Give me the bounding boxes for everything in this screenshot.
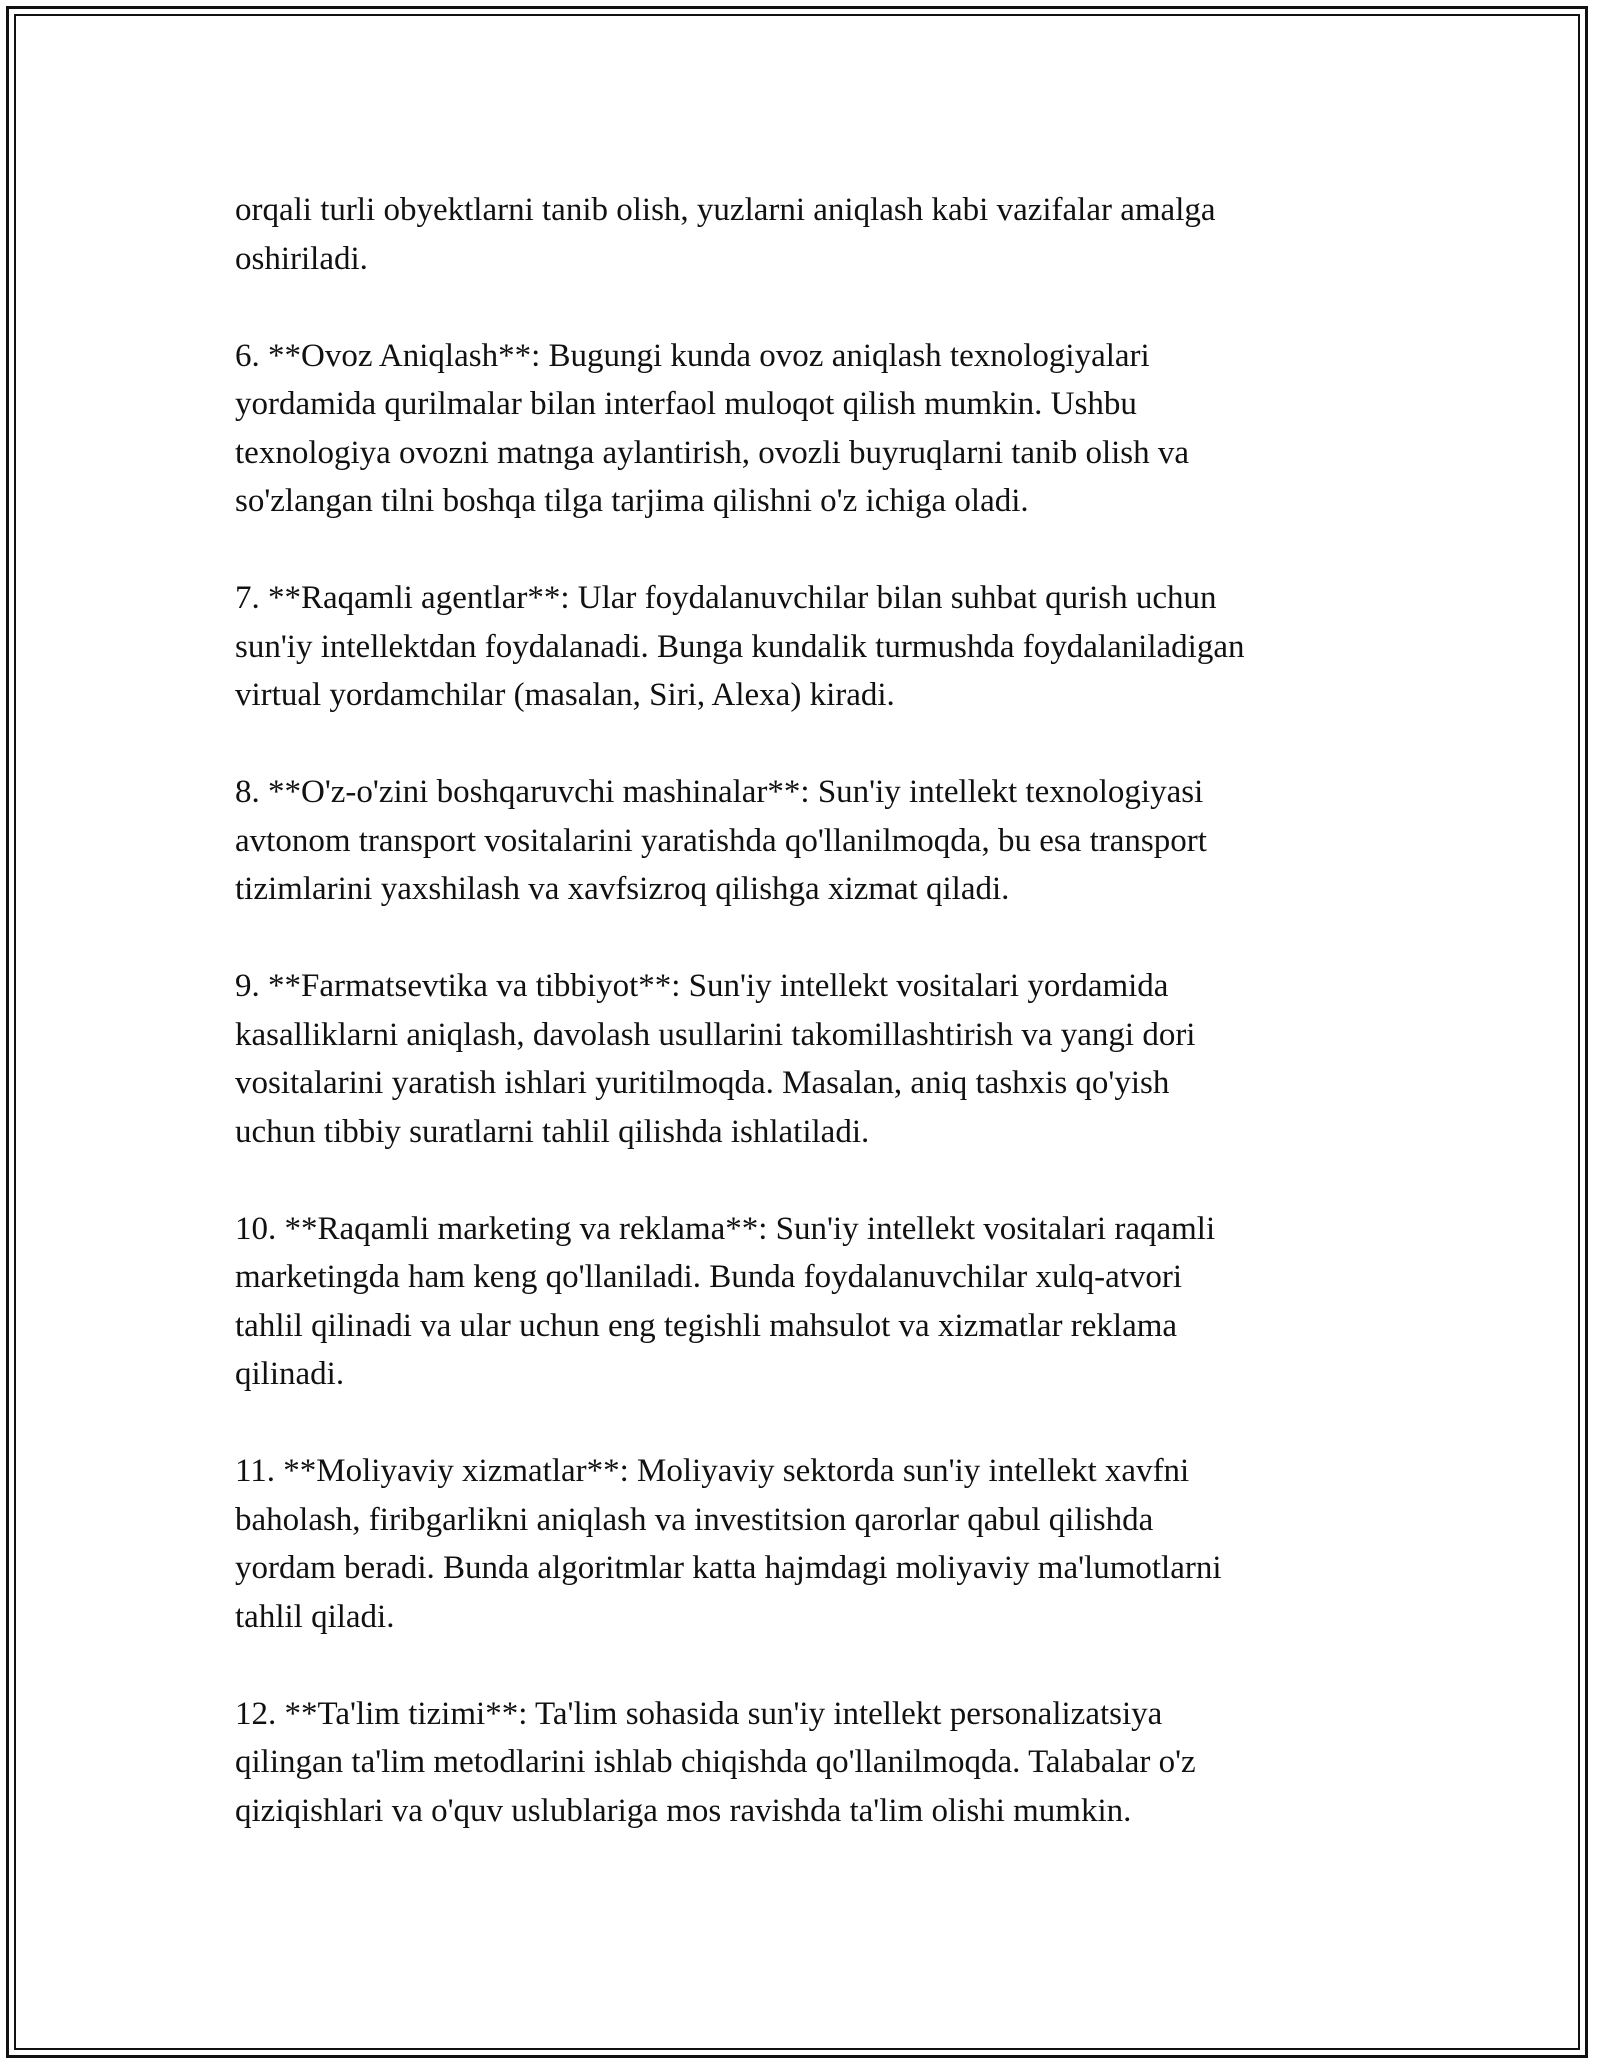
- text-line: tahlil qilinadi va ular uchun eng tegishli mahsulot va xizmatlar reklama: [235, 1307, 1178, 1344]
- text-line: yordam beradi. Bunda algoritmlar katta hajmdagi moliyaviy ma'lumotlarni: [235, 1550, 1222, 1586]
- paragraph-item-9: [235, 962, 1375, 1156]
- paragraph-item-8: [235, 768, 1375, 914]
- text-line: 10. **Raqamli marketing va reklama**: Sun'iy intellekt vositalari raqamli: [235, 1210, 1216, 1247]
- text-line: qiziqishlari va o'quv uslublariga mos ravishda ta'lim olishi mumkin.: [235, 1792, 1132, 1829]
- text-line: 8. **O'z-o'zini boshqaruvchi mashinalar**: Sun'iy intellekt texnologiyasi: [235, 774, 1204, 810]
- text-line: 9. **Farmatsevtika va tibbiyot**: Sun'iy intellekt vositalari yordamida: [235, 968, 1169, 1004]
- text-line: uchun tibbiy suratlarni tahlil qilishda ishlatiladi.: [235, 1113, 870, 1150]
- paragraph-item-11: [235, 1447, 1375, 1641]
- paragraph-item-6: [235, 332, 1375, 526]
- text-line: tahlil qiladi.: [235, 1598, 395, 1635]
- text-line: marketingda ham keng qo'llaniladi. Bunda foydalanuvchilar xulq-atvori: [235, 1259, 1183, 1295]
- text-line: 12. **Ta'lim tizimi**: Ta'lim sohasida sun'iy intellekt personalizatsiya: [235, 1695, 1163, 1732]
- text-line: so'zlangan tilni boshqa tilga tarjima qilishni o'z ichiga oladi.: [235, 483, 1029, 519]
- text-line: sun'iy intellektdan foydalanadi. Bunga kundalik turmushda foydalaniladigan: [235, 628, 1245, 665]
- text-line: avtonom transport vositalarini yaratishda qo'llanilmoqda, bu esa transport: [235, 822, 1207, 859]
- text-line: kasalliklarni aniqlash, davolash usullarini takomillashtirish va yangi dori: [235, 1016, 1196, 1053]
- paragraph-item-10: [235, 1205, 1375, 1399]
- paragraph-continuation: [235, 186, 1375, 283]
- text-line: baholash, firibgarlikni aniqlash va investitsion qarorlar qabul qilishda: [235, 1501, 1154, 1538]
- text-line: oshiriladi.: [235, 240, 368, 277]
- text-line: qilinadi.: [235, 1356, 345, 1392]
- paragraph-item-7: [235, 574, 1375, 720]
- text-line: 7. **Raqamli agentlar**: Ular foydalanuvchilar bilan suhbat qurish uchun: [235, 580, 1217, 616]
- text-line: virtual yordamchilar (masalan, Siri, Alexa) kiradi.: [235, 677, 895, 713]
- text-line: yordamida qurilmalar bilan interfaol muloqot qilish mumkin. Ushbu: [235, 386, 1137, 422]
- text-line: vositalarini yaratish ishlari yuritilmoqda. Masalan, aniq tashxis qo'yish: [235, 1065, 1170, 1101]
- text-line: 11. **Moliyaviy xizmatlar**: Moliyaviy sektorda sun'iy intellekt xavfni: [235, 1453, 1190, 1489]
- text-line: orqali turli obyektlarni tanib olish, yuzlarni aniqlash kabi vazifalar amalga: [235, 192, 1216, 228]
- text-line: qilingan ta'lim metodlarini ishlab chiqishda qo'llanilmoqda. Talabalar o'z: [235, 1744, 1196, 1780]
- paragraph-item-12: [235, 1690, 1375, 1836]
- text-line: 6. **Ovoz Aniqlash**: Bugungi kunda ovoz aniqlash texnologiyalari: [235, 337, 1150, 374]
- text-line: tizimlarini yaxshilash va xavfsizroq qilishga xizmat qiladi.: [235, 871, 1010, 907]
- document-body: [235, 186, 1375, 1884]
- text-line: texnologiya ovozni matnga aylantirish, ovozli buyruqlarni tanib olish va: [235, 434, 1190, 471]
